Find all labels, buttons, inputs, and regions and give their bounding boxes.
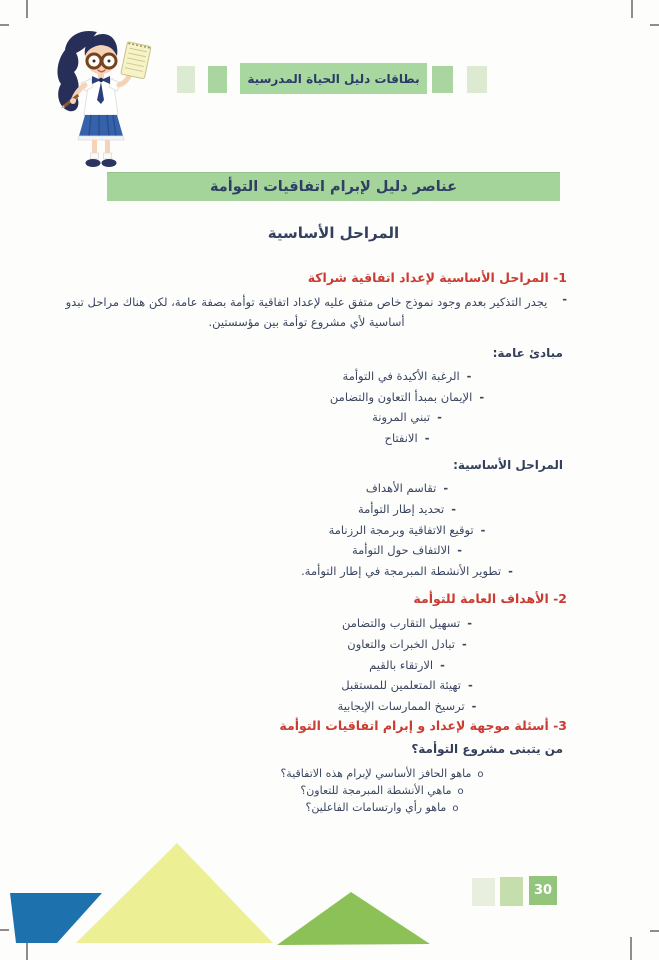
section-guiding-questions [60,718,567,816]
intro-bullet-row [60,292,567,332]
section-heading: 3- أسئلة موجهة لإعداد و إبرام اتفاقيات التوأمة [279,718,567,734]
stages-list [257,478,557,581]
deco-square [472,878,495,906]
dash-bullet-icon: - [443,481,449,496]
girl-shoe-right [102,159,117,167]
list-item [257,634,557,655]
dash-bullet-icon: - [466,369,472,383]
question-label: من يتبنى مشروع التوأمة؟ [411,742,563,757]
series-title: بطاقات دليل الحياة المدرسية [247,71,420,86]
section-heading: 2- الأهداف العامة للتوأمة [413,591,567,607]
list-item-text: تحديد إطار التوأمة [357,501,445,516]
girl-sock-left [91,153,99,159]
dash-bullet-icon: - [440,657,445,672]
circle-bullet-icon: o [452,802,459,814]
twinning-guide-banner [107,172,560,201]
list-item [257,520,557,541]
dash-bullet-icon: - [471,698,477,713]
girl-sock-right [104,153,112,159]
list-item-text: ترسيخ الممارسات الإيجابية [337,698,465,713]
content-column [60,270,567,816]
question-item [227,783,537,800]
page-number-badge [529,876,557,905]
dash-bullet-icon: - [508,563,513,578]
question-text: ماهو رأي وارتسامات الفاعلين؟ [305,800,447,814]
dash-bullet-icon: - [467,616,472,631]
dash-bullet-icon: - [451,501,457,516]
list-item [257,540,557,561]
list-item [257,696,557,717]
list-item [257,675,557,696]
list-item-text: الالتفاف حول التوأمة [351,543,451,558]
list-item-text: الانفتاح [384,430,418,445]
question-item [227,800,537,817]
list-item [257,561,557,582]
circle-bullet-icon: o [457,785,464,797]
triangle-green [277,892,430,945]
dash-bullet-icon: - [467,678,473,693]
crop-mark-top-right-v [631,0,633,18]
questions-list [227,766,537,816]
deco-square [432,66,453,93]
crop-mark-top-left-v [26,0,28,18]
footer-triangles-decoration [0,835,450,960]
crop-mark-top-left-h [0,24,9,26]
crop-mark-bottom-right-h [650,930,659,932]
list-item-text: تبادل الخبرات والتعاون [347,636,455,651]
question-text: ماهو الحافز الأساسي لإبرام هذه الاتفاقية؟ [280,767,472,781]
section-general-goals [60,591,567,716]
crop-mark-top-right-h [650,24,659,26]
section-basic-stages [60,270,567,581]
schoolgirl-mascot-illustration [45,22,155,172]
notepad-icon [121,42,151,79]
list-item [257,613,557,634]
question-text: ماهي الأنشطة المبرمجة للتعاون؟ [300,783,452,797]
dash-bullet-icon: - [480,522,486,537]
dash-bullet-icon: - [437,410,442,425]
crop-mark-bottom-right-v [630,937,632,960]
goals-list [257,613,557,716]
list-item [257,387,557,408]
series-title-banner [240,63,427,94]
deco-square [177,66,195,93]
girl-shoe-left [86,159,101,167]
list-item-text: تبني المرونة [372,410,431,425]
list-item-text: تطوير الأنشطة المبرمجة في إطار التوأمة. [301,563,502,578]
list-item-text: توقيع الاتفاقية وبرمجة الرزنامة [328,522,474,537]
dash-bullet-icon: - [424,430,430,445]
page-title: المراحل الأساسية [267,224,400,242]
girl-eye-right [108,60,111,63]
girl-skirt [78,115,124,140]
circle-bullet-icon: o [477,769,484,781]
subsection-label-principles: مبادئ عامة: [492,346,563,360]
list-item-text: تقاسم الأهداف [365,481,437,496]
list-item [257,478,557,499]
banner-title: عناصر دليل لإبرام اتفاقيات التوأمة [210,179,457,195]
dash-bullet-icon: - [461,636,467,651]
list-item [257,499,557,520]
list-item-text: الرغبة الأكيدة في التوأمة [342,369,460,383]
deco-square [208,66,227,93]
girl-eye-left [93,60,96,63]
list-item [257,428,557,449]
girl-hand [70,98,76,104]
list-item-text: تسهيل التقارب والتضامن [341,616,461,631]
list-item [257,407,557,428]
question-item [227,766,537,783]
list-item [257,366,557,387]
deco-square [467,66,487,93]
dash-bullet-icon: - [457,543,463,558]
subsection-label-stages: المراحل الأساسية: [453,458,563,473]
list-item-text: تهيئة المتعلمين للمستقبل [341,678,461,693]
section-heading: 1- المراحل الأساسية لإعداد اتفاقية شراكة [307,270,567,285]
list-item [257,655,557,676]
list-item-text: الإيمان بمبدأ التعاون والتضامن [329,389,473,404]
dash-bullet-icon: - [562,292,567,306]
triangle-yellow [76,843,273,943]
principles-list [257,366,557,448]
intro-paragraph: يجدر التذكير بعدم وجود نموذج خاص متفق عليه لإعداد اتفاقية توأمة بصفة عامة، لكن هناك مراحل تبدو أساسية لأي مشروع توأمة بين مؤسستين. [65,295,548,329]
page-number: 30 [533,883,553,898]
list-item-text: الارتقاء بالقيم [369,657,434,672]
deco-square [500,877,523,906]
dash-bullet-icon: - [479,389,485,404]
